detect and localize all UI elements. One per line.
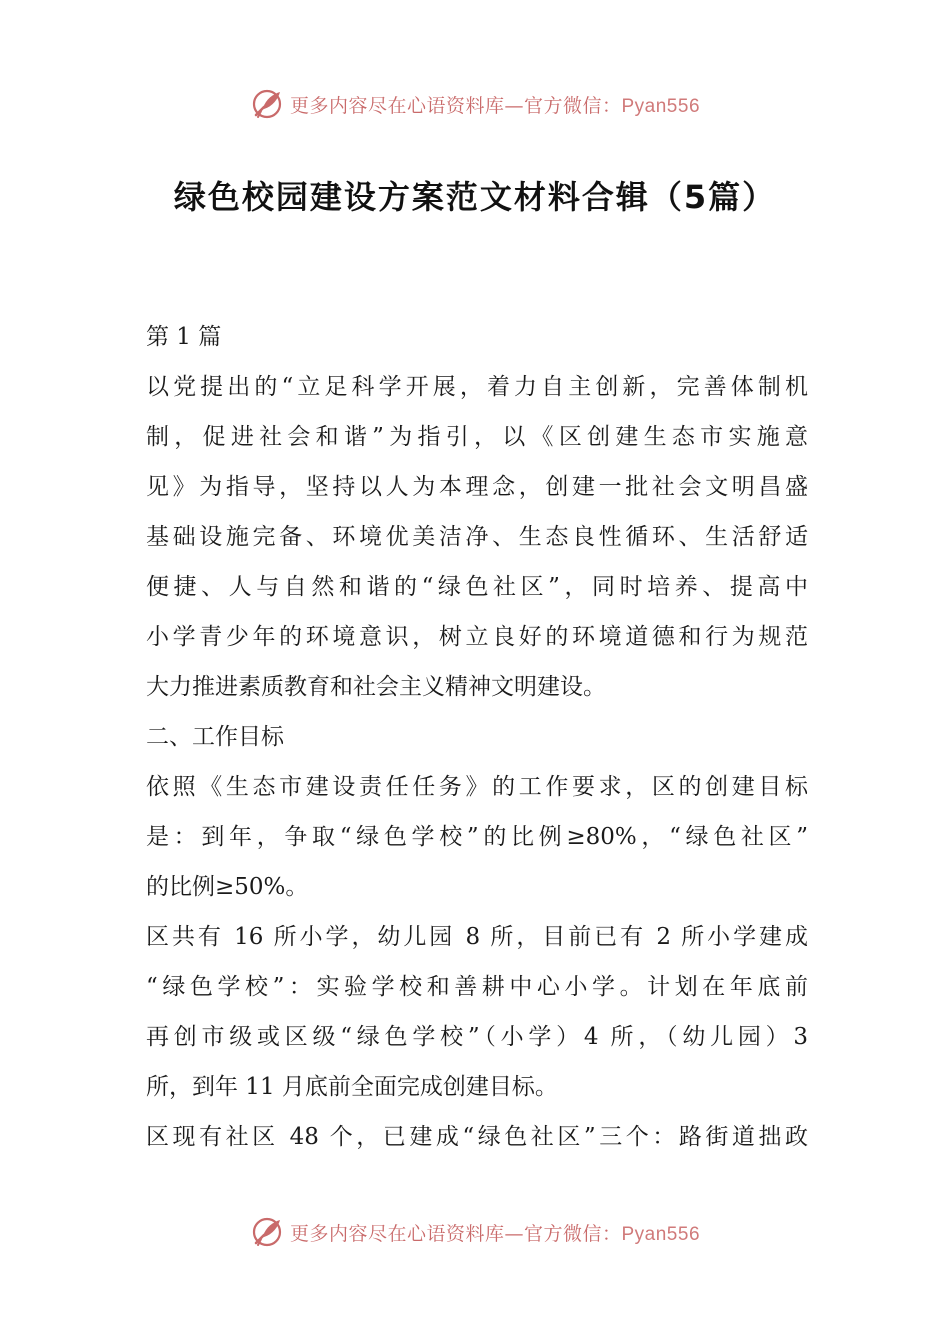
header-banner-text: 更多内容尽在心语资料库—官方微信：Pyan556 [289,94,701,117]
body-line: 制，促进社会和谐”为指引，以《区创建生态市实施意 [146,424,808,450]
body-line: 区现有社区 48 个，已建成“绿色社区”三个：路街道拙政 [146,1124,808,1150]
body-line: 的比例≥50%。 [146,874,309,900]
footer-banner-text: 更多内容尽在心语资料库—官方微信：Pyan556 [289,1222,701,1245]
body-line: 所，到年 11 月底前全面完成创建目标。 [146,1074,558,1100]
body-line: 便捷、人与自然和谐的“绿色社区”，同时培养、提高中 [146,574,808,600]
footer-wechat-id: Pyan556 [621,1223,701,1245]
body-line: 见》为指导，坚持以人为本理念，创建一批社会文明昌盛 [146,474,808,500]
body-line: “绿色学校”：实验学校和善耕中心小学。计划在年底前 [146,974,808,1000]
header-banner [0,84,950,124]
body-line: 依照《生态市建设责任任务》的工作要求，区的创建目标 [146,774,808,800]
body-line: 第 1 篇 [146,324,222,350]
body-line: 基础设施完备、环境优美洁净、生态良性循环、生活舒适 [146,524,808,550]
body-line: 小学青少年的环境意识，树立良好的环境道德和行为规范 [146,624,808,650]
body-line: 是：到年，争取“绿色学校”的比例≥80%，“绿色社区” [146,824,808,850]
document-title: 绿色校园建设方案范文材料合辑（5篇） [173,178,777,216]
document-body [146,312,808,1162]
body-line: 再创市级或区级“绿色学校”（小学）4 所，（幼儿园）3 [146,1024,808,1050]
body-line: 区共有 16 所小学，幼儿园 8 所，目前已有 2 所小学建成 [146,924,808,950]
body-line: 以党提出的“立足科学开展，着力自主创新，完善体制机 [146,374,808,400]
body-line: 二、工作目标 [146,724,284,750]
footer-banner [0,1212,950,1252]
header-wechat-id: Pyan556 [621,95,701,117]
pen-feather-logo-icon [250,87,284,121]
body-line: 大力推进素质教育和社会主义精神文明建设。 [146,674,606,700]
pen-feather-logo-icon [250,1215,284,1249]
